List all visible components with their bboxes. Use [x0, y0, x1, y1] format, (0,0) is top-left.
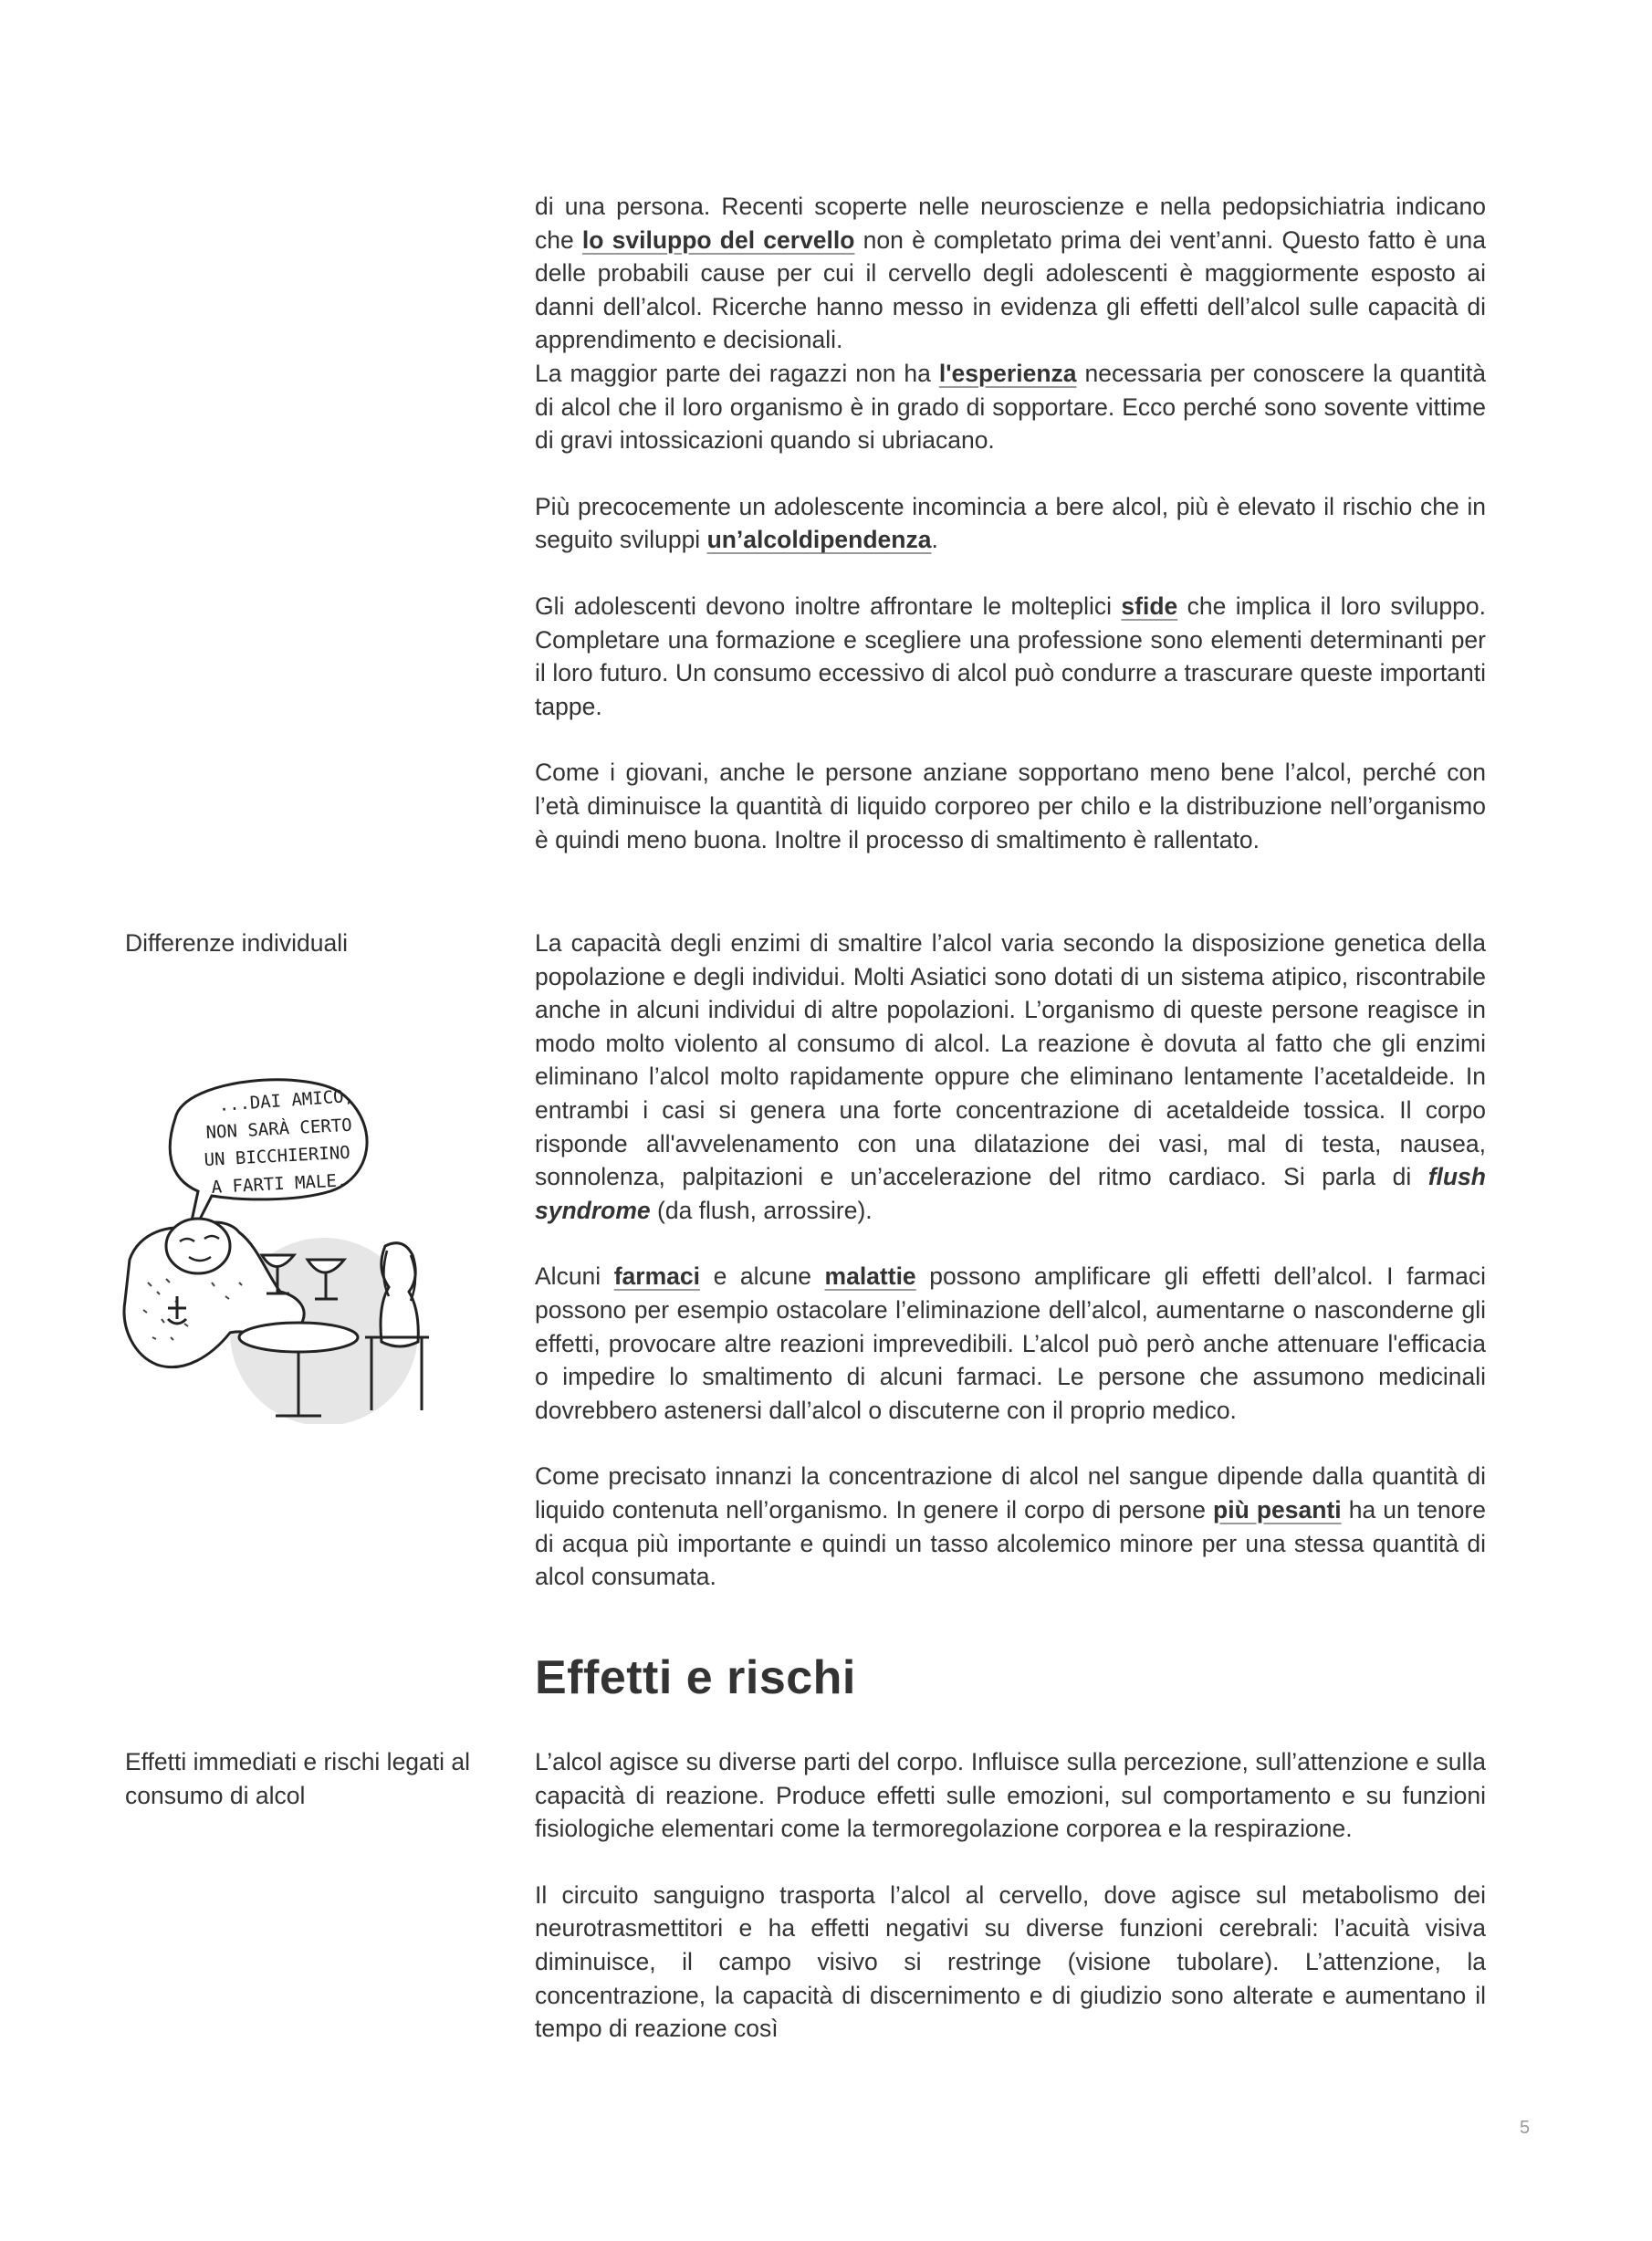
bubble-line-2: NON SARÀ CERTO: [205, 1115, 353, 1143]
link-sfide[interactable]: sfide: [1121, 592, 1178, 620]
section-heading-effetti: Effetti e rischi: [535, 1651, 856, 1704]
differenze-section: [535, 927, 1486, 1594]
man-head: [166, 1219, 230, 1273]
side-title-effetti: Effetti immediati e rischi legati al consumo di alcol: [125, 1748, 471, 1809]
link-malattie[interactable]: malattie: [824, 1262, 916, 1291]
effetti-paragraph-2: Il circuito sanguigno trasporta l’alcol al cervello, dove agisce sul metabolismo dei neurotrasmettitori e ha effetti negativi su diverse funzioni cerebrali: l’acuità visiva diminuisce, il campo visivo si restringe (visione tubolare). L’attenzione, la concentrazione, la capacità di discernimento e di giudizio sono alterate e aumentano il tempo di reazione così: [535, 1880, 1486, 2043]
bubble-line-4: A FARTI MALE.: [211, 1170, 348, 1198]
intro-section: [535, 190, 1486, 856]
flush-syndrome-term: flush syndrome: [535, 1163, 1486, 1224]
cartoon-illustration: [120, 1063, 467, 1424]
link-esperienza[interactable]: l'esperienza: [938, 359, 1077, 387]
side-title-differenze: Differenze individuali: [125, 929, 349, 957]
page-number: 5: [1520, 2118, 1531, 2138]
differenze-paragraph-2: Alcuni farmaci e alcune malattie possono amplificare gli effetti dell’alcol. I farmaci possono per esempio ostacolare l’eliminazione dell’alcol, aumentarne o nasconderne gli effetti, provocare altre reazioni imprevedibili. L’alcol può però anche attenuare l'efficacia o impedire lo smaltimento di alcuni farmaci. Le persone che assumono medicinali dovrebbero astenersi dall’alcol o discuterne con il proprio medico.: [535, 1262, 1486, 1424]
link-piu-pesanti[interactable]: più pesanti: [1213, 1495, 1342, 1524]
effetti-section: [535, 1745, 1486, 2046]
bubble-line-1: ...DAI AMICO,: [217, 1085, 355, 1115]
link-sviluppo-cervello[interactable]: lo sviluppo del cervello: [581, 225, 855, 254]
link-alcoldipendenza[interactable]: un’alcoldipendenza: [706, 526, 932, 554]
effetti-paragraph-1: L’alcol agisce su diverse parti del corpo. Influisce sulla percezione, sull’attenzione e sulla capacità di reazione. Produce effetti sulle emozioni, sul comportamento e su funzioni fisiologiche elementari come la termoregolazione corporea e la respirazione.: [535, 1748, 1486, 1843]
intro-paragraph-3: Gli adolescenti devono inoltre affrontare le molteplici sfide che implica il loro sviluppo. Completare una formazione e scegliere una professione sono elementi determinanti per il loro futuro. Un consumo eccessivo di alcol può condurre a trascurare queste importanti tappe.: [535, 592, 1486, 720]
link-farmaci[interactable]: farmaci: [613, 1262, 701, 1291]
intro-paragraph-4: Come i giovani, anche le persone anziane sopportano meno bene l’alcol, perché con l’età diminuisce la quantità di liquido corporeo per chilo e la distribuzione nell’organismo è quindi meno buona. Inoltre il processo di smaltimento è rallentato.: [535, 759, 1486, 853]
differenze-paragraph-3: Come precisato innanzi la concentrazione di alcol nel sangue dipende dalla quantità di liquido contenuta nell’organismo. In genere il corpo di persone più pesanti ha un tenore di acqua più importante e quindi un tasso alcolemico minore per una stessa quantità di alcol consumata.: [535, 1462, 1486, 1591]
intro-paragraph-2: Più precocemente un adolescente incomincia a bere alcol, più è elevato il rischio che in seguito sviluppi un’alcoldipendenza.: [535, 492, 1486, 554]
intro-paragraph-1: di una persona. Recenti scoperte nelle neuroscienze e nella pedopsichiatria indicano che lo sviluppo del cervello non è completato prima dei vent’anni. Questo fatto è una delle probabili cause per cui il cervello degli adolescenti è maggiormente esposto ai danni dell’alcol. Ricerche hanno messo in evidenza gli effetti dell’alcol sulle capacità di apprendimento e decisionali. La maggior parte dei ragazzi non ha l'esperienza necessaria per conoscere la quantità di alcol che il loro organismo è in grado di sopportare. Ecco perché sono sovente vittime di gravi intossicazioni quando si ubriacano.: [535, 193, 1486, 455]
bubble-line-3: UN BICCHIERINO: [204, 1142, 351, 1170]
table-top: [239, 1323, 358, 1352]
differenze-paragraph-1: La capacità degli enzimi di smaltire l’alcol varia secondo la disposizione genetica della popolazione e degli individui. Molti Asiatici sono dotati di un sistema atipico, riscontrabile anche in alcuni individui di altre popolazioni. L’organismo di queste persone reagisce in modo molto violento al consumo di alcol. La reazione è dovuta al fatto che gli enzimi eliminano l’alcol molto rapidamente oppure che eliminano lentamente l’acetaldeide. In entrambi i casi si genera una forte concentrazione di acetaldeide tossica. Il corpo risponde all'avvelenamento con una dilatazione dei vasi, mal di testa, nausea, sonnolenza, palpitazioni e un’accelerazione del ritmo cardiaco. Si parla di flush syndrome (da flush, arrossire).: [535, 929, 1486, 1224]
